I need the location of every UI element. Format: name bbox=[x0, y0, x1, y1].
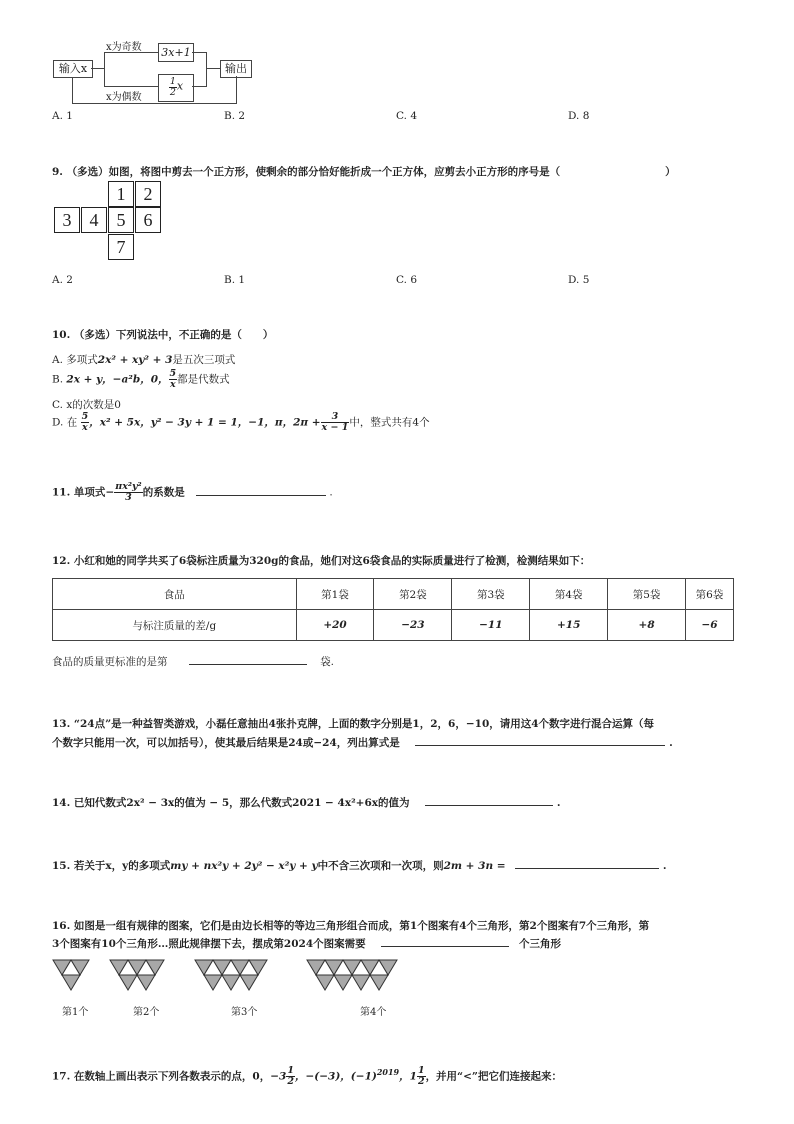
q11-suffix: 的系数是 bbox=[142, 486, 185, 499]
flow-line bbox=[72, 103, 237, 104]
net-cell-6: 6 bbox=[135, 207, 161, 233]
flow-line bbox=[104, 86, 158, 87]
q17-prefix: 17. 在数轴上画出表示下列各数表示的点，0， bbox=[52, 1070, 271, 1083]
flow-odd-label: x为奇数 bbox=[106, 42, 142, 53]
q12-text: 12. 小红和她的同学共买了6袋标注质量为320g的食品，她们对这6袋食品的实际质量进行了检测，检测结果如下： bbox=[52, 555, 591, 567]
q10-text: 10. （多选）下列说法中，不正确的是（ ） bbox=[52, 329, 274, 341]
q10-d-suffix: 中，整式共有4个 bbox=[349, 416, 430, 429]
flow-line bbox=[192, 86, 206, 87]
q10-option-d[interactable] bbox=[52, 412, 430, 433]
q15-math2: 2m + 3n = bbox=[443, 860, 506, 872]
q11-prefix: 11. 单项式 bbox=[52, 486, 106, 499]
flow-line bbox=[72, 77, 73, 104]
table-row-label: 与标注质量的差/g bbox=[53, 610, 297, 641]
q10-b-frac-den: x bbox=[170, 379, 176, 390]
q9-option-d[interactable]: D. 5 bbox=[568, 274, 590, 286]
q9-option-a[interactable]: A. 2 bbox=[52, 274, 73, 286]
q15-end: . bbox=[662, 860, 667, 872]
q9-option-b[interactable]: B. 1 bbox=[224, 274, 246, 286]
q14-text-body: 14. 已知代数式2x² − 3x的值为 − 5，那么代数式2021 − 4x²+6x的值为 bbox=[52, 797, 410, 809]
q8-option-c[interactable]: C. 4 bbox=[396, 110, 418, 122]
pattern-label-3: 第3个 bbox=[231, 1007, 258, 1018]
flow-even-label: x为偶数 bbox=[106, 92, 142, 103]
q10-a-math: 2x² + xy² + 3 bbox=[97, 354, 173, 366]
q14-end: . bbox=[556, 797, 561, 809]
table-header-row bbox=[53, 579, 734, 610]
flow-even-box bbox=[158, 74, 194, 102]
net-cell-7: 7 bbox=[108, 234, 134, 260]
q13-end: . bbox=[669, 737, 673, 749]
table-cell: +20 bbox=[296, 610, 374, 641]
q11-frac-num: πx²y² bbox=[115, 481, 142, 492]
q9-text: 9. （多选）如图，将图中剪去一个正方形，使剩余的部分恰好能折成一个正方体，应剪去小正方形的序号是（ ） bbox=[52, 166, 676, 178]
q13-line2 bbox=[52, 735, 673, 750]
q10-option-c[interactable]: C. x的次数是0 bbox=[52, 399, 121, 411]
q10-a-prefix: A. 多项式 bbox=[52, 354, 98, 366]
q17-suffix: ，并用“<”把它们连接起来： bbox=[425, 1070, 562, 1083]
q12-answer-line bbox=[52, 654, 334, 669]
q12-answer-suffix: 袋. bbox=[320, 656, 335, 668]
table-header-cell: 食品 bbox=[53, 579, 297, 610]
triangle-pattern-3 bbox=[195, 960, 267, 990]
q15-prefix: 15. 若关于x，y的多项式 bbox=[52, 860, 171, 872]
q15-text bbox=[52, 858, 667, 873]
table-cell: +8 bbox=[608, 610, 686, 641]
q17-b-exp: 2019 bbox=[376, 1067, 400, 1077]
q11-end: . bbox=[329, 486, 333, 499]
q14-answer-blank[interactable] bbox=[425, 795, 553, 806]
q16-answer-blank[interactable] bbox=[381, 936, 509, 947]
q10-b-math: 2x + y，−a²b，0， bbox=[66, 373, 169, 386]
table-header-cell: 第4袋 bbox=[530, 579, 608, 610]
q16-line2-end: 个三角形 bbox=[518, 938, 561, 950]
q12-table bbox=[52, 578, 734, 641]
table-header-cell: 第1袋 bbox=[296, 579, 374, 610]
q17-c: ，1 bbox=[399, 1070, 417, 1083]
net-cell-2: 2 bbox=[135, 181, 161, 207]
flow-line bbox=[206, 68, 220, 69]
net-cell-3: 3 bbox=[54, 207, 80, 233]
q10-b-prefix: B. bbox=[52, 373, 64, 386]
net-cell-5: 5 bbox=[108, 207, 134, 233]
q12-answer-prefix: 食品的质量更标准的是第 bbox=[52, 656, 168, 668]
table-header-cell: 第5袋 bbox=[608, 579, 686, 610]
table-cell: −6 bbox=[686, 610, 734, 641]
q11-frac-den: 3 bbox=[125, 492, 132, 503]
triangle-pattern-1 bbox=[53, 960, 89, 990]
q16-line1: 16. 如图是一组有规律的图案，它们是由边长相等的等边三角形组合而成，第1个图案有4个三角形，第2个图案有7个三角形，第 bbox=[52, 920, 650, 932]
q10-d-math: ，x² + 5x，y² − 3y + 1 = 1，−1，π，2π + bbox=[89, 416, 321, 429]
q16-line2 bbox=[52, 936, 561, 951]
table-row bbox=[53, 610, 734, 641]
q10-b-frac-num: 5 bbox=[169, 368, 177, 379]
flow-line bbox=[192, 52, 206, 53]
q10-option-a[interactable] bbox=[52, 352, 235, 367]
table-cell: −11 bbox=[452, 610, 530, 641]
q10-d-frac2-den: x − 1 bbox=[321, 422, 349, 433]
q10-option-b[interactable] bbox=[52, 369, 230, 390]
q10-d-frac2-num: 3 bbox=[321, 412, 350, 423]
q17-a-den: 2 bbox=[287, 1076, 294, 1087]
flow-even-num: 1 bbox=[169, 76, 176, 87]
flow-even-var: x bbox=[176, 79, 184, 93]
q15-math: my + nx²y + 2y² − x²y + y bbox=[170, 860, 318, 872]
q10-d-frac1-den: x bbox=[82, 422, 88, 433]
q11-text: 11. 单项式− $\frac{\text{πx²y²}}{3}$ 的系数是 . bbox=[52, 481, 333, 503]
flow-line bbox=[91, 68, 105, 69]
triangle-patterns bbox=[0, 955, 794, 1005]
q12-answer-blank[interactable] bbox=[189, 654, 307, 665]
flow-input-box: 输入x bbox=[53, 60, 93, 78]
q17-a: −3 bbox=[270, 1070, 287, 1083]
q13-line1: 13. “24点”是一种益智类游戏，小磊任意抽出4张扑克牌，上面的数字分别是1，2，6，−10，请用这4个数字进行混合运算（每 bbox=[52, 718, 655, 730]
flow-output-box: 输出 bbox=[220, 60, 252, 78]
q8-option-a[interactable]: A. 1 bbox=[52, 110, 73, 122]
q13-answer-blank[interactable] bbox=[415, 735, 665, 746]
q16-line2-text: 3个图案有10个三角形…照此规律摆下去，摆成第2024个图案需要 bbox=[52, 938, 366, 950]
table-header-cell: 第6袋 bbox=[686, 579, 734, 610]
q17-a-num: 1 bbox=[287, 1065, 294, 1076]
flow-even-den: 2 bbox=[169, 87, 176, 98]
q17-text bbox=[52, 1066, 562, 1087]
q15-mid: 中不含三次项和一次项，则 bbox=[317, 860, 444, 872]
q10-d-prefix: D. 在 bbox=[52, 416, 78, 429]
q10-b-suffix: 都是代数式 bbox=[177, 373, 230, 386]
flow-line bbox=[206, 52, 207, 87]
q15-answer-blank[interactable] bbox=[515, 858, 659, 869]
pattern-label-1: 第1个 bbox=[62, 1007, 89, 1018]
q10-a-suffix: 是五次三项式 bbox=[172, 354, 236, 366]
q10-d-frac1-num: 5 bbox=[81, 411, 89, 422]
flow-odd-box: 3x+1 bbox=[158, 43, 194, 62]
q8-option-b[interactable]: B. 2 bbox=[224, 110, 246, 122]
q9-option-c[interactable]: C. 6 bbox=[396, 274, 418, 286]
net-cell-4: 4 bbox=[81, 207, 107, 233]
table-cell: +15 bbox=[530, 610, 608, 641]
flow-line bbox=[104, 52, 105, 86]
q8-option-d[interactable]: D. 8 bbox=[568, 110, 590, 122]
q17-c-num: 1 bbox=[417, 1065, 425, 1076]
pattern-label-2: 第2个 bbox=[133, 1007, 160, 1018]
q17-c-den: 2 bbox=[417, 1076, 425, 1087]
q14-text bbox=[52, 795, 561, 810]
table-header-cell: 第3袋 bbox=[452, 579, 530, 610]
table-cell: −23 bbox=[374, 610, 452, 641]
table-header-cell: 第2袋 bbox=[374, 579, 452, 610]
q11-answer-blank[interactable] bbox=[196, 485, 326, 496]
q13-line2-text: 个数字只能用一次，可以加括号），使其最后结果是24或−24，列出算式是 bbox=[52, 737, 400, 749]
q17-b: ，−(−3)，(−1) bbox=[294, 1070, 377, 1083]
triangle-pattern-2 bbox=[110, 960, 164, 990]
flow-line bbox=[236, 76, 237, 104]
pattern-label-4: 第4个 bbox=[360, 1007, 387, 1018]
net-cell-1: 1 bbox=[108, 181, 134, 207]
triangle-pattern-4 bbox=[307, 960, 397, 990]
